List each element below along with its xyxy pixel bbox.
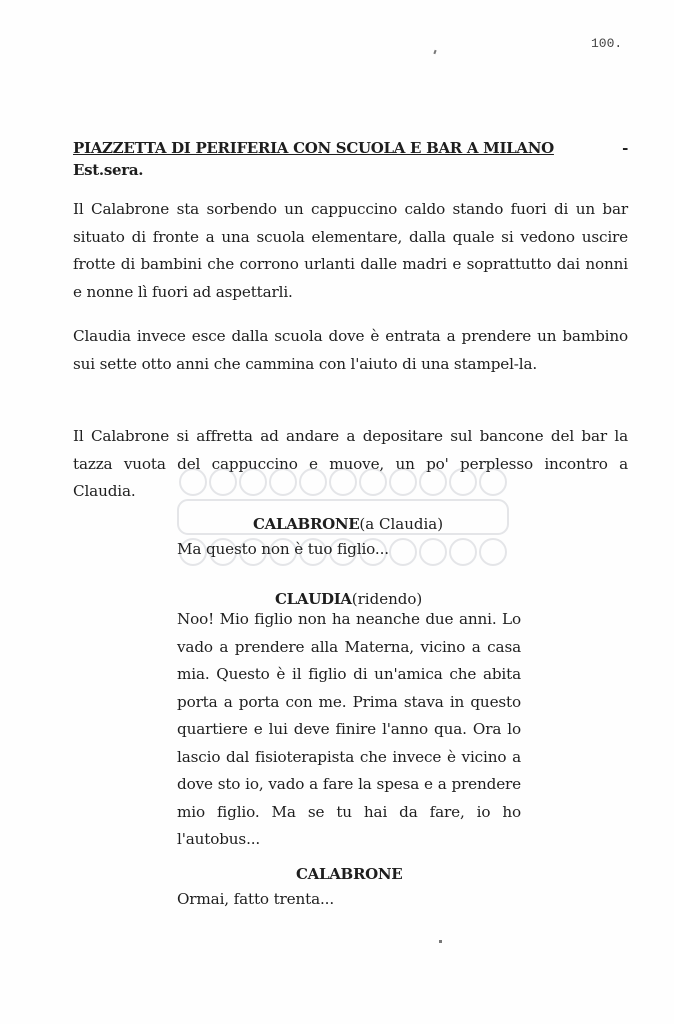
character-cue [253,513,443,535]
scene-dash: - [622,139,628,157]
parenthetical: (a Claudia) [359,515,444,533]
action-paragraph: Il Calabrone sta sorbendo un cappuccino caldo stando fuori di un bar situato di fronte a una scuola elementare, dalla quale si vedono uscire frotte di bambini che corrono urlanti dalle madri e soprattutto dai nonni e nonne lì fuori ad aspettarli. [73,200,628,301]
scene-time: Est.sera. [73,161,144,179]
scene-location: PIAZZETTA DI PERIFERIA CON SCUOLA E BAR A MILANO [73,139,554,157]
scene-heading [73,137,628,181]
character-name: CLAUDIA [275,590,352,608]
character-cue [296,863,402,885]
action-paragraph: Il Calabrone si affretta ad andare a depositare sul bancone del bar la tazza vuota del cappuccino e muove, un po' perplesso incontro a Claudia. [73,427,628,500]
page-number: 100. [591,36,623,51]
parenthetical: (ridendo) [351,590,423,608]
character-name: CALABRONE [296,865,403,883]
dialogue-line: Ma questo non è tuo figlio... [177,540,389,558]
dialogue-line: Noo! Mio figlio non ha neanche due anni. Lo vado a prendere alla Materna, vicino a casa mia. Questo è il figlio di un'amica che abita porta a porta con me. Prima stava in questo quartiere e lui deve finire l'anno qua. Ora lo lascio dal fisioterapista che invece è vicino a dove sto io, vado a fare la spesa e a prendere mio figlio. Ma se tu hai da fare, io ho l'autobus... [177,610,521,848]
dialogue-line: Ormai, fatto trenta... [177,890,335,908]
scan-speck [439,940,442,943]
action-paragraph: Claudia invece esce dalla scuola dove è entrata a prendere un bambino sui sette otto anni che cammina con l'aiuto di una stampel-la. [73,327,628,373]
character-name: CALABRONE [253,515,360,533]
scan-speck [433,50,436,54]
